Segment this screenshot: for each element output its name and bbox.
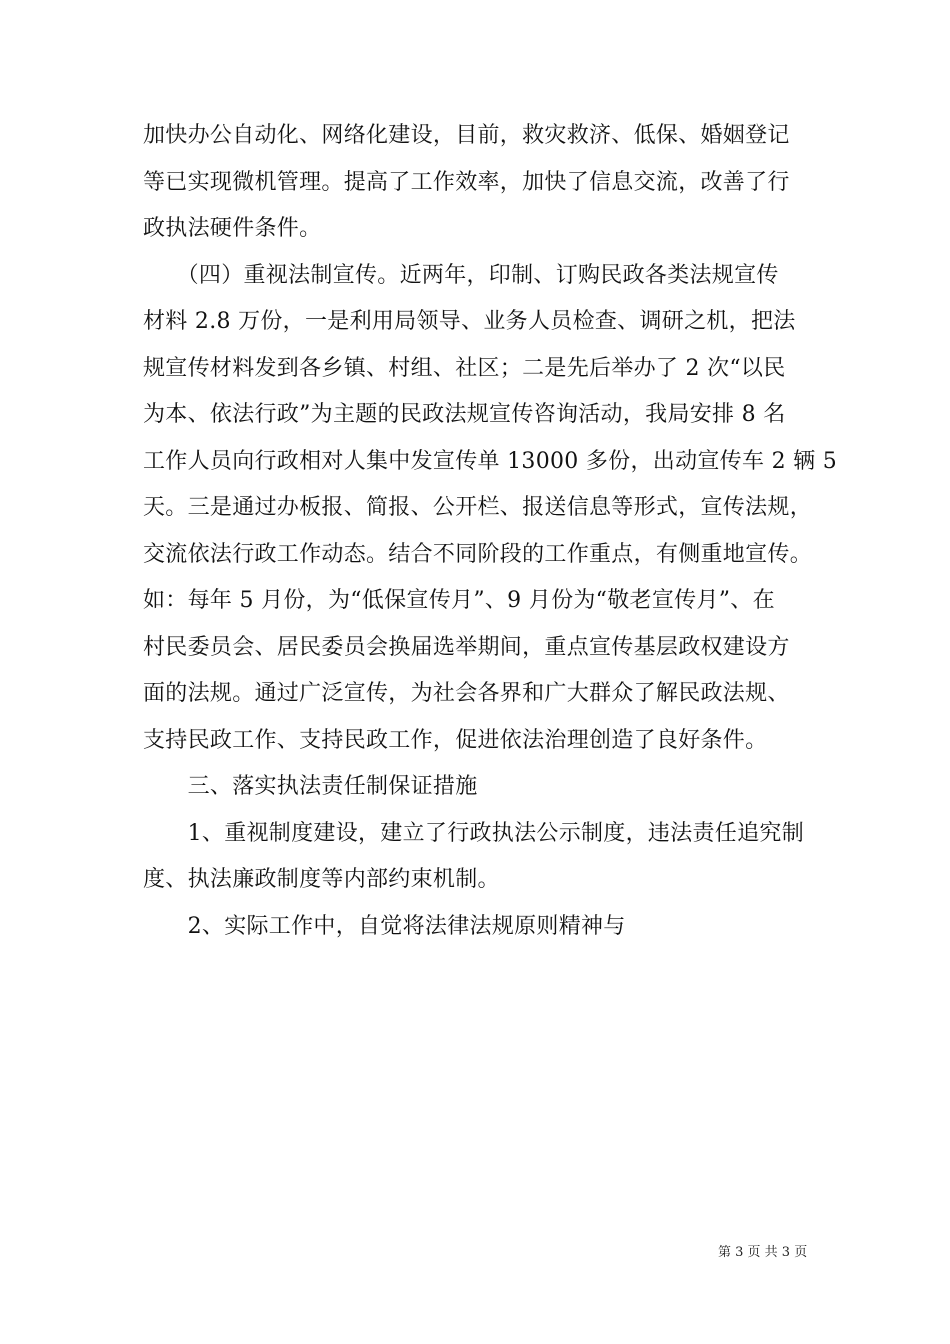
text-line: 支持民政工作、支持民政工作，促进依法治理创造了良好条件。 — [143, 727, 768, 753]
text-line: 1、重视制度建设，建立了行政执法公示制度，违法责任追究制 — [143, 820, 804, 846]
text-line: 如：每年 5 月份，为“低保宣传月”、9 月份为“敬老宣传月”、在 — [143, 588, 775, 613]
text-line: 度、执法廉政制度等内部约束机制。 — [143, 867, 500, 892]
text-line: 交流依法行政工作动态。结合不同阶段的工作重点，有侧重地宣传。 — [143, 541, 813, 567]
text-line: 工作人员向行政相对人集中发宣传单 13000 多份，出动宣传车 2 辆 5 — [143, 448, 838, 474]
text-line: 政执法硬件条件。 — [143, 216, 322, 241]
text-line: 加快办公自动化、网络化建设，目前，救灾救济、低保、婚姻登记 — [143, 123, 790, 148]
text-line: 等已实现微机管理。提高了工作效率，加快了信息交流，改善了行 — [143, 169, 790, 195]
text-line: 村民委员会、居民委员会换届选举期间，重点宣传基层政权建设方 — [143, 634, 790, 660]
text-line: 为本、依法行政”为主题的民政法规宣传咨询活动，我局安排 8 名 — [143, 402, 786, 427]
document-body — [143, 113, 838, 950]
text-line: （四）重视法制宣传。近两年，印制、订购民政各类法规宣传 — [143, 262, 779, 288]
page-number-footer: 第 3 页 共 3 页 — [718, 1245, 808, 1260]
section-heading: 三、落实执法责任制保证措施 — [143, 774, 478, 799]
text-line: 2、实际工作中，自觉将法律法规原则精神与 — [143, 913, 626, 939]
text-line: 规宣传材料发到各乡镇、村组、社区；二是先后举办了 2 次“以民 — [143, 355, 786, 381]
text-line: 材料 2.8 万份，一是利用局领导、业务人员检查、调研之机，把法 — [143, 309, 796, 334]
text-line: 面的法规。通过广泛宣传，为社会各界和广大群众了解民政法规、 — [143, 681, 790, 706]
text-line: 天。三是通过办板报、简报、公开栏、报送信息等形式，宣传法规， — [143, 495, 813, 520]
